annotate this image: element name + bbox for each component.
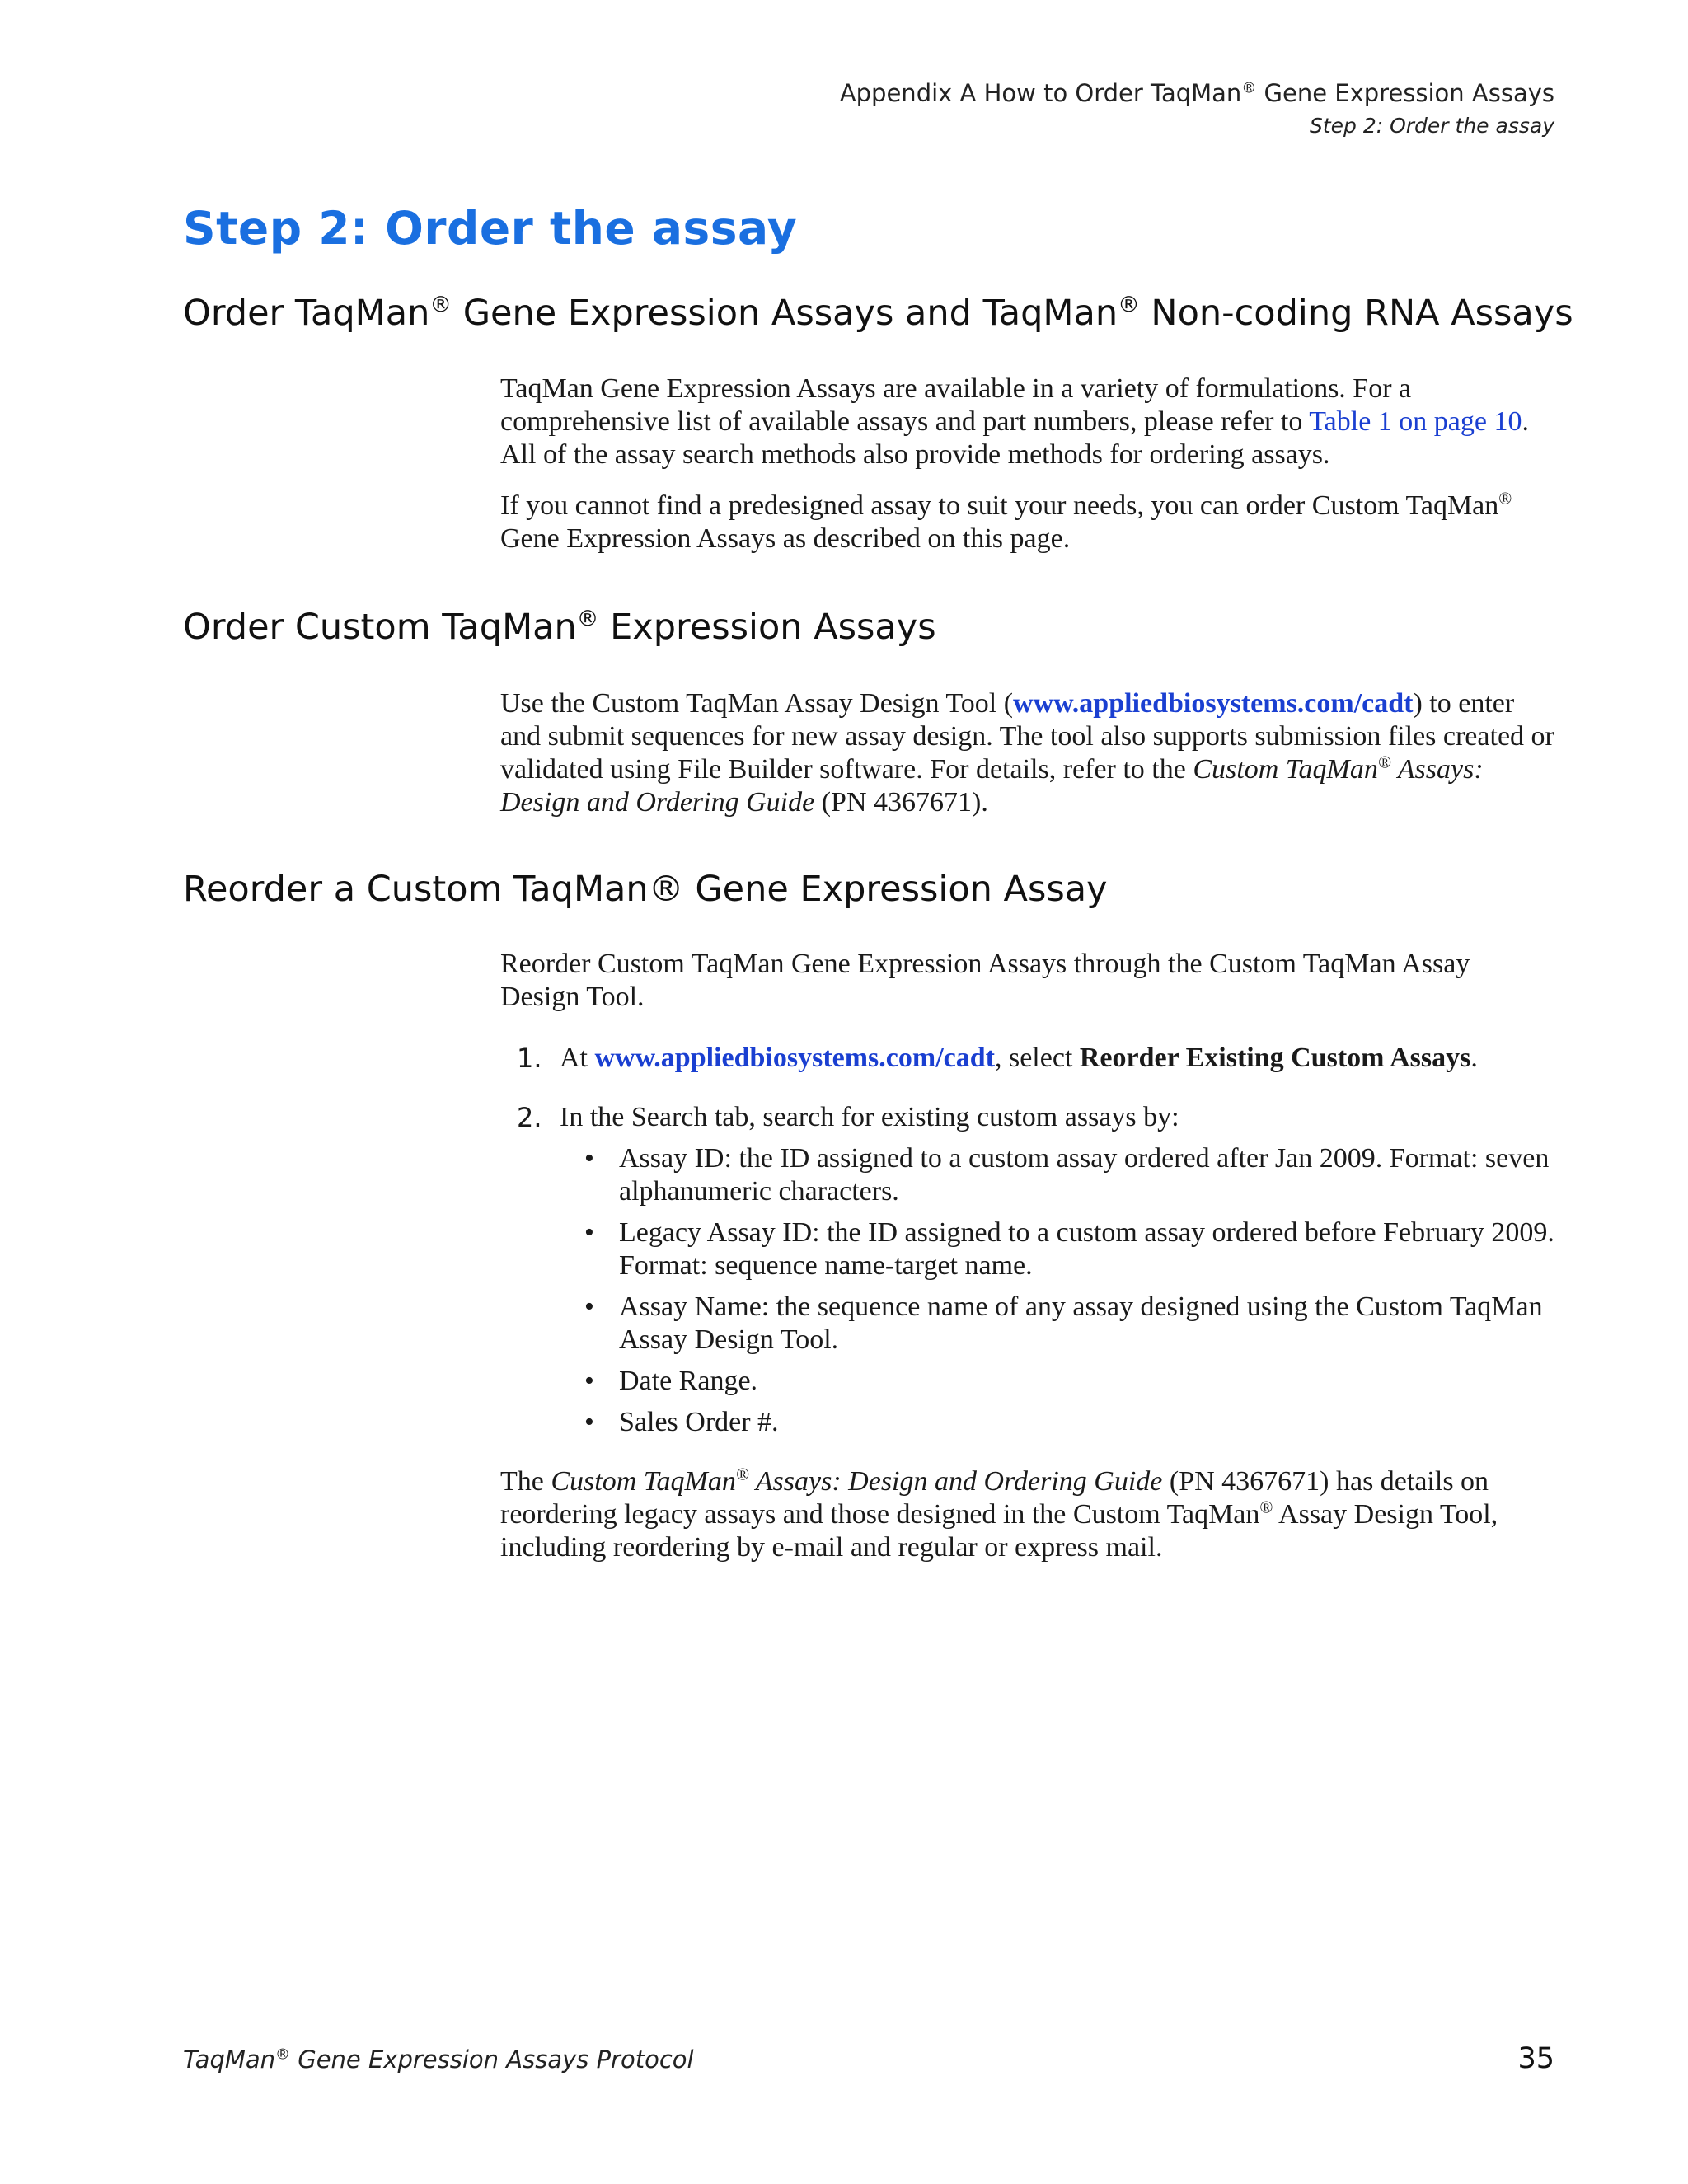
list-item: • Legacy Assay ID: the ID assigned to a custom assay ordered before February 2009. Format: sequence name-target name. — [584, 1217, 1554, 1281]
list-item: • Assay Name: the sequence name of any assay designed using the Custom TaqMan Assay Design Tool. — [584, 1291, 1543, 1355]
list-item: • Assay ID: the ID assigned to a custom assay ordered after Jan 2009. Format: seven alphanumeric characters. — [584, 1143, 1550, 1207]
step-1: 1. At www.appliedbiosystems.com/cadt, select Reorder Existing Custom Assays. — [517, 1043, 1478, 1074]
table-1-link[interactable]: Table 1 on page 10 — [1309, 406, 1522, 437]
paragraph: Reorder Custom TaqMan Gene Expression Assays through the Custom TaqMan Assay Design Tool. — [500, 949, 1470, 1012]
list-item: • Date Range. — [584, 1366, 758, 1396]
paragraph: The Custom TaqMan® Assays: Design and Ordering Guide (PN 4367671) has details on reordering legacy assays and those designed in the Custom TaqMan® Assay Design Tool, including reordering by e-mail and regular or express mail. — [500, 1464, 1498, 1563]
paragraph: Use the Custom TaqMan Assay Design Tool (www.appliedbiosystems.com/cadt) to enter and submit sequences for new assay design. The tool also supports submission files created or validated using File Builder software. For details, refer to the Custom TaqMan® Assays: Design and Ordering Guide (PN 4367671). — [500, 688, 1554, 818]
cadt-link[interactable]: www.appliedbiosystems.com/cadt — [594, 1043, 995, 1073]
section-heading-reorder: Reorder a Custom TaqMan® Gene Expression Assay — [183, 869, 1108, 910]
page-number: 35 — [1517, 2042, 1554, 2075]
footer-title: TaqMan® Gene Expression Assays Protocol — [183, 2046, 694, 2074]
list-item: • Sales Order #. — [584, 1407, 779, 1437]
running-header — [840, 79, 1554, 138]
section1-body — [500, 373, 1555, 574]
page-title: Step 2: Order the assay — [183, 202, 798, 255]
step-number: 1. — [517, 1043, 542, 1074]
section2-body — [500, 687, 1555, 837]
step-2: 2. In the Search tab, search for existing custom assays by: • Assay ID: the ID assigned to a custom assay ordered after Jan 2009. Format: seven alphanumeric characters. • Legacy Assay ID: the ID assigned to a custom assay ordered before February 2009. Format: sequence name-target name. • Assay Name: the sequence name of any assay designed using the Custom TaqMan Assay Design Tool. • Date Range. • Sales Order #. — [517, 1102, 1554, 1437]
header-section: Step 2: Order the assay — [1309, 114, 1554, 138]
cadt-link[interactable]: www.appliedbiosystems.com/cadt — [1013, 688, 1414, 719]
paragraph: TaqMan Gene Expression Assays are available in a variety of formulations. For a comprehensive list of available assays and part numbers, please refer to Table 1 on page 10. All of the assay search methods also provide methods for ordering assays. — [500, 373, 1529, 470]
header-chapter: Appendix A How to Order TaqMan® Gene Expression Assays — [839, 79, 1554, 107]
step-number: 2. — [517, 1102, 542, 1133]
paragraph: If you cannot find a predesigned assay to suit your needs, you can order Custom TaqMan® Gene Expression Assays as described on this page. — [500, 488, 1512, 554]
section-heading-order-assays: Order TaqMan® Gene Expression Assays and TaqMan® Non-coding RNA Assays — [183, 292, 1573, 334]
section-heading-custom-assays: Order Custom TaqMan® Expression Assays — [183, 606, 936, 648]
search-criteria-list — [560, 1142, 1555, 1439]
section3-body — [500, 948, 1555, 1582]
